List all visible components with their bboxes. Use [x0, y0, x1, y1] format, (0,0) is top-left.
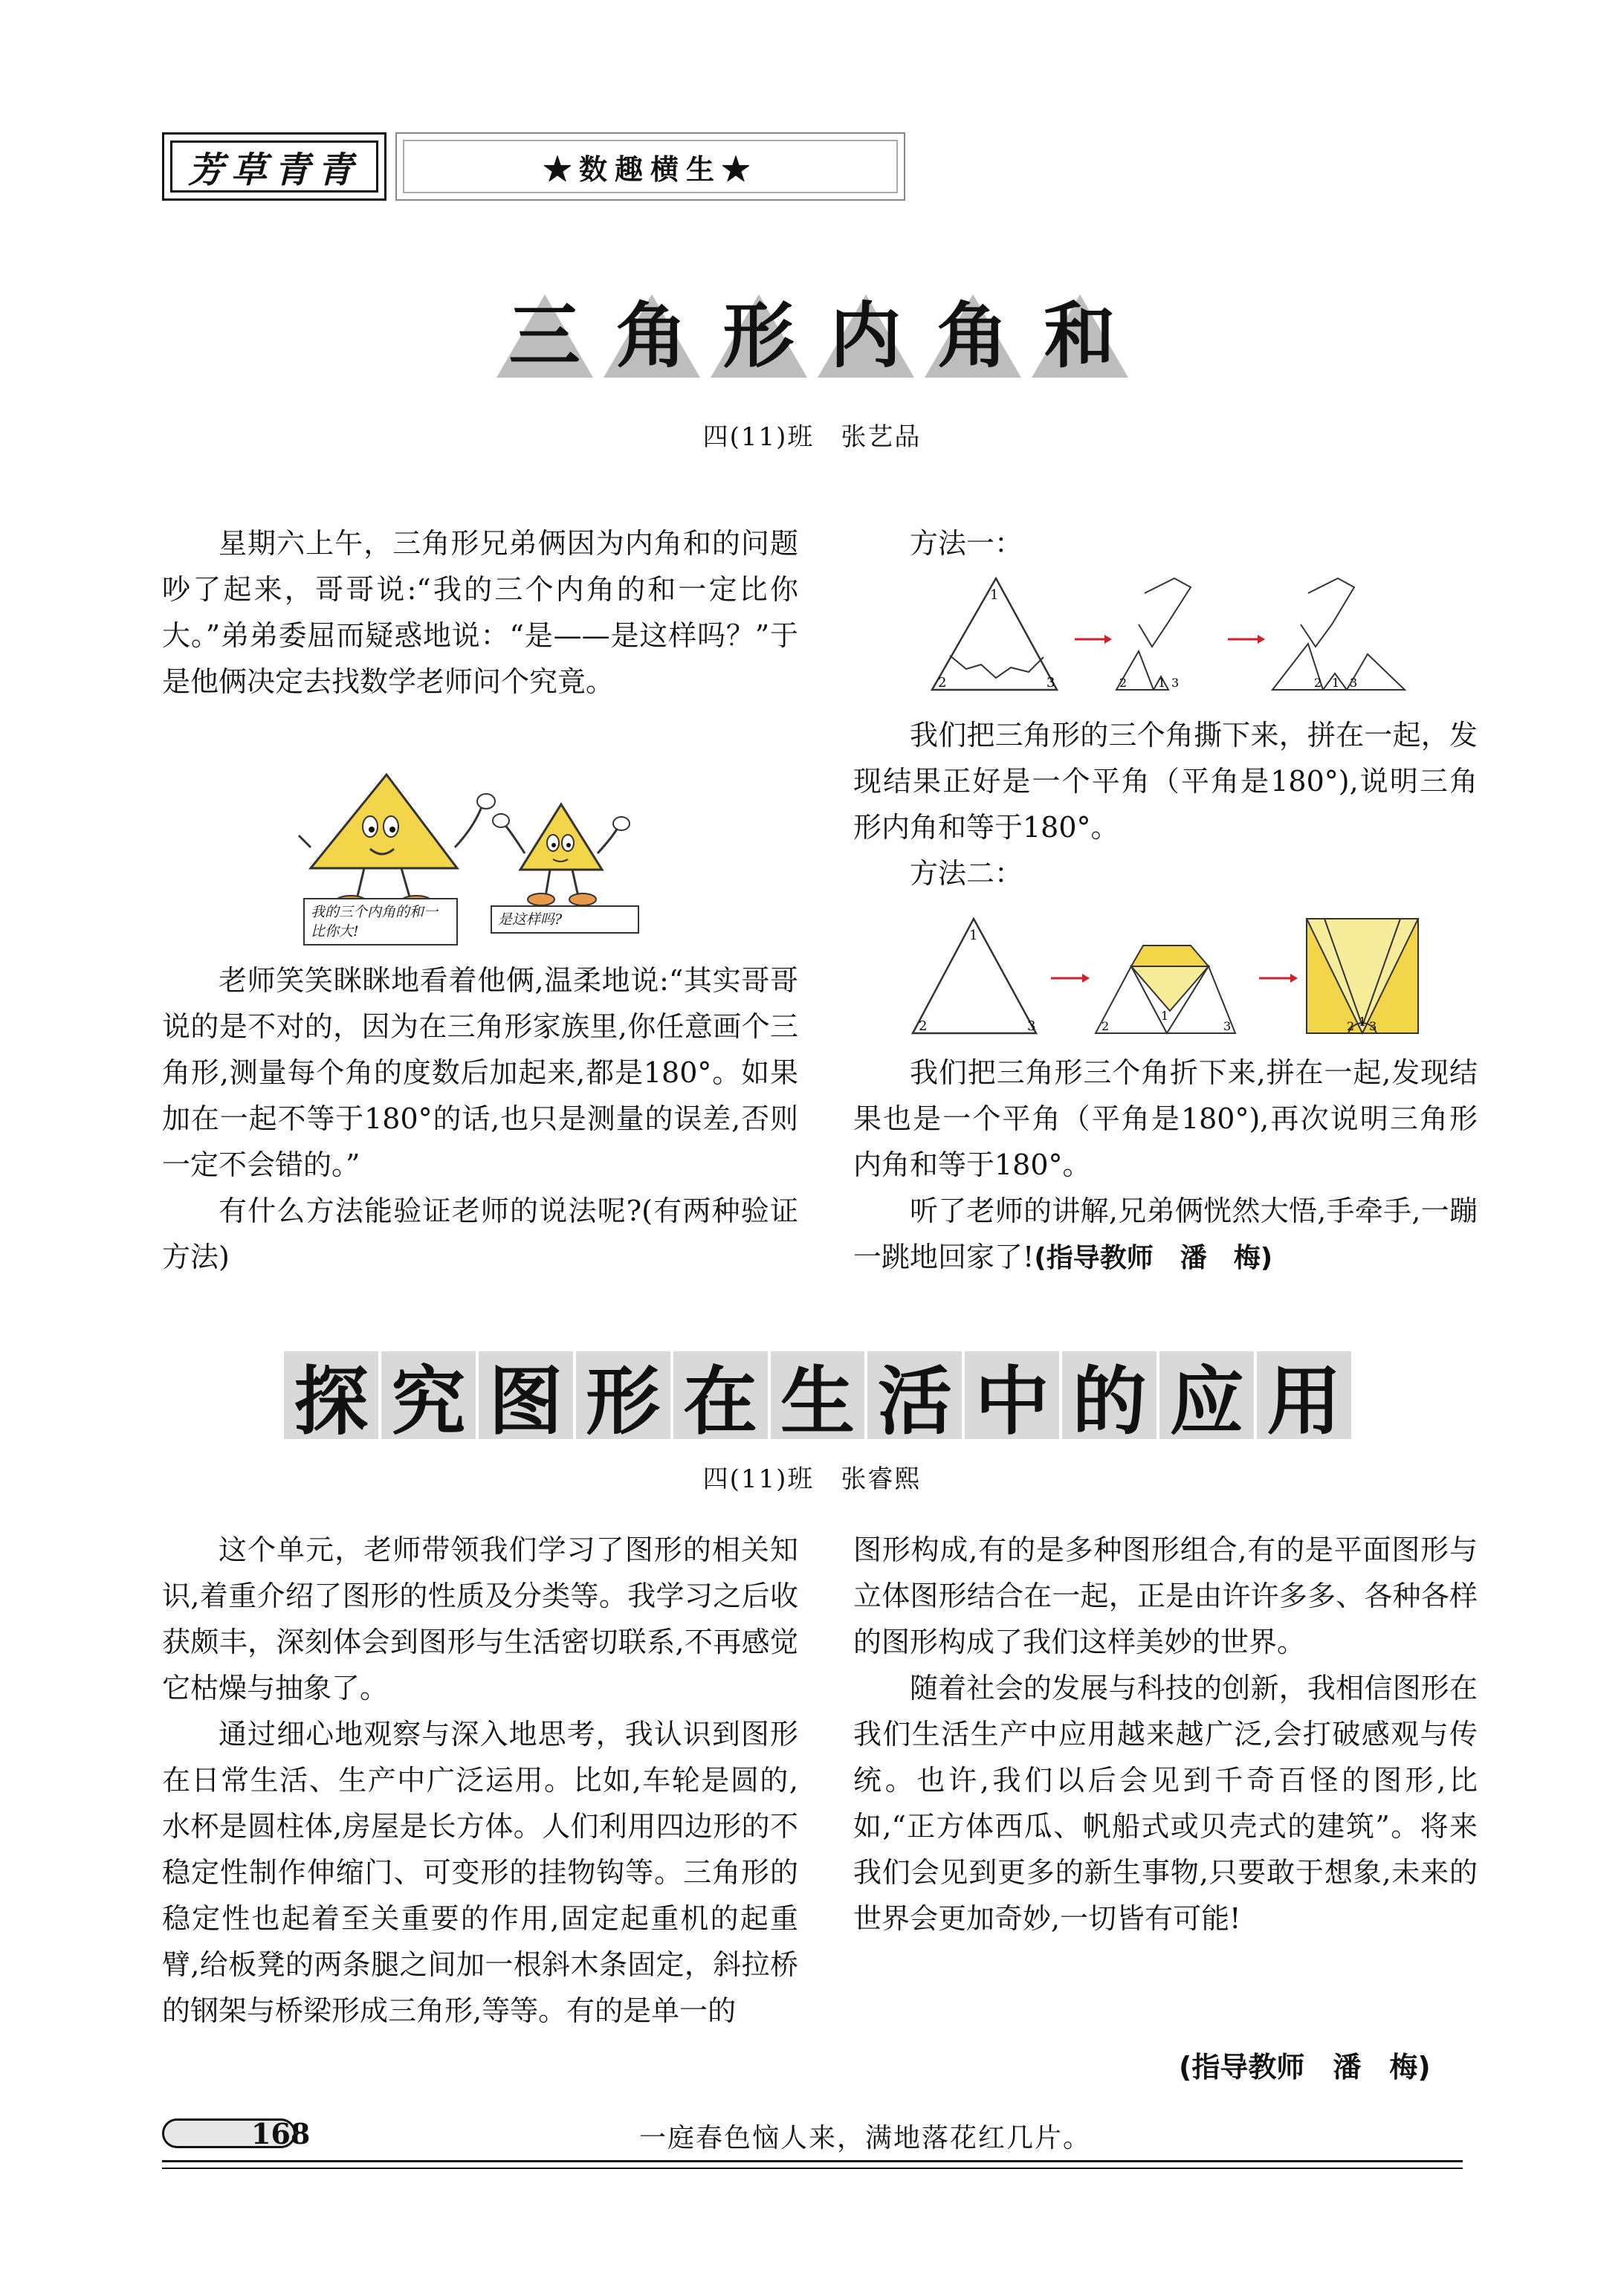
method2-label: 方法二：	[910, 857, 1023, 890]
svg-text:3: 3	[1027, 1018, 1036, 1034]
section-box	[395, 132, 905, 201]
method1-diagram	[922, 572, 1427, 699]
title-char: 内	[829, 294, 902, 378]
svg-text:1: 1	[1161, 1009, 1169, 1023]
title-char: 角	[936, 294, 1009, 378]
svg-text:2: 2	[1119, 676, 1128, 690]
title-char-box	[601, 291, 703, 381]
little-brother-speech: 是这样吗?	[491, 905, 639, 934]
method1-text: 我们把三角形的三个角撕下来，拼在一起，发现结果正好是一个平角（平角是180°),说明三角形内角和等于180°。	[853, 719, 1478, 844]
svg-text:2: 2	[1314, 676, 1322, 690]
footer-motto: 一庭春色恼人来，满地落花红几片。	[639, 2123, 1092, 2153]
ending-paragraph	[853, 1188, 1478, 1281]
title-char-box	[815, 291, 917, 381]
footer-rule-top	[162, 2160, 1463, 2162]
ending-text: 听了老师的讲解,兄弟俩恍然大悟,手牵手,一蹦一跳地回家了!	[853, 1195, 1478, 1273]
title-char: 的	[1062, 1351, 1156, 1439]
method1-label-block	[853, 520, 1478, 566]
paragraph: 这个单元，老师带领我们学习了图形的相关知识,着重介绍了图形的性质及分类等。我学习之后收获颇丰，深刻体会到图形与生活密切联系,不再感觉它枯燥与抽象了。	[162, 1533, 798, 1704]
page-number: 168	[251, 2117, 311, 2150]
article1-left-intro	[162, 520, 798, 705]
title-char: 在	[673, 1351, 768, 1439]
teacher-credit: (指导教师 潘 梅)	[1034, 1243, 1273, 1273]
title-char: 生	[771, 1351, 865, 1439]
svg-text:1: 1	[990, 587, 999, 603]
title-char: 形	[576, 1351, 670, 1439]
article1-title	[0, 291, 1624, 388]
svg-text:2: 2	[938, 675, 947, 691]
title-char-box	[1029, 291, 1131, 381]
svg-text:1: 1	[969, 928, 978, 943]
paragraph: 星期六上午，三角形兄弟俩因为内角和的问题吵了起来，哥哥说:“我的三个内角的和一定比你大。”弟弟委屈而疑惑地说：“是——是这样吗？”于是他俩决定去找数学老师问个究竟。	[162, 527, 798, 698]
svg-text:1: 1	[1332, 676, 1340, 690]
svg-text:2: 2	[919, 1018, 928, 1034]
method2-text-block	[853, 1050, 1478, 1281]
title-char: 形	[722, 294, 795, 378]
footer-rule-bottom	[162, 2168, 1463, 2169]
title-char: 探	[284, 1351, 378, 1439]
paragraph-continuation: 图形构成,有的是多种图形组合,有的是平面图形与立体图形结合在一起，正是由许许多多、各种各样的图形构成了我们这样美妙的世界。	[853, 1533, 1478, 1658]
article2-byline: 四(11)班 张睿熙	[702, 1464, 922, 1494]
method1-text-block	[853, 712, 1478, 896]
title-char: 应	[1159, 1351, 1254, 1439]
title-char-box	[922, 291, 1024, 381]
svg-text:2: 2	[1101, 1019, 1110, 1033]
svg-text:2: 2	[1347, 1019, 1355, 1033]
article2-right-column	[853, 1527, 1478, 1942]
paragraph: 老师笑笑眯眯地看着他俩,温柔地说:“其实哥哥说的是不对的，因为在三角形家族里,你任意画个三角形,测量每个角的度数后加起来,都是180°。如果加在一起不等于180°的话,也只是测量的误差,否则一定不会错的。”	[162, 964, 798, 1181]
title-char: 活	[867, 1351, 962, 1439]
svg-text:1: 1	[1359, 1015, 1367, 1029]
method2-diagram	[908, 914, 1429, 1041]
svg-text:3: 3	[1046, 675, 1055, 691]
svg-text:1: 1	[1158, 676, 1166, 690]
column-name: 芳草青青	[170, 140, 378, 193]
title-char: 究	[381, 1351, 476, 1439]
article2-left-column	[162, 1527, 798, 2034]
svg-text:3: 3	[1369, 1019, 1377, 1033]
article2-title	[282, 1351, 1353, 1445]
title-char: 角	[615, 294, 688, 378]
paragraph: 有什么方法能验证老师的说法呢?(有两种验证方法)	[162, 1195, 798, 1273]
article2-teacher-credit: (指导教师 潘 梅)	[1179, 2051, 1431, 2084]
svg-text:3: 3	[1171, 676, 1180, 690]
title-char: 中	[965, 1351, 1059, 1439]
title-char: 图	[479, 1351, 573, 1439]
title-char: 三	[508, 294, 580, 378]
section-name: ★数趣横生★	[403, 140, 898, 193]
svg-text:3: 3	[1223, 1019, 1232, 1033]
article1-byline: 四(11)班 张艺品	[702, 422, 922, 452]
paragraph: 通过细心地观察与深入地思考，我认识到图形在日常生活、生产中广泛运用。比如,车轮是圆的,水杯是圆柱体,房屋是长方体。人们利用四边形的不稳定性制作伸缩门、可变形的挂物钩等。三角形的稳定性也起着至关重要的作用,固定起重机的起重臂,给板凳的两条腿之间加一根斜木条固定，斜拉桥的钢架与桥梁形成三角形,等等。有的是单一的	[162, 1718, 798, 2027]
title-char: 用	[1257, 1351, 1351, 1439]
article1-left-body	[162, 957, 798, 1280]
svg-text:3: 3	[1350, 676, 1358, 690]
paragraph: 随着社会的发展与科技的创新，我相信图形在我们生活生产中应用越来越广泛,会打破感观与传统。也许,我们以后会见到千奇百怪的图形,比如,“正方体西瓜、帆船式或贝壳式的建筑”。将来我们会见到更多的新生事物,只要敢于想象,未来的世界会更加奇妙,一切皆有可能!	[853, 1672, 1478, 1935]
method1-label: 方法一：	[910, 527, 1023, 560]
title-char-box	[708, 291, 810, 381]
method2-text: 我们把三角形三个角折下来,拼在一起,发现结果也是一个平角（平角是180°),再次说明三角形内角和等于180°。	[853, 1056, 1478, 1181]
title-char: 和	[1044, 294, 1116, 378]
big-brother-speech: 我的三个内角的和一比你大!	[303, 898, 458, 946]
column-box	[162, 132, 386, 201]
title-char-box	[494, 291, 596, 381]
